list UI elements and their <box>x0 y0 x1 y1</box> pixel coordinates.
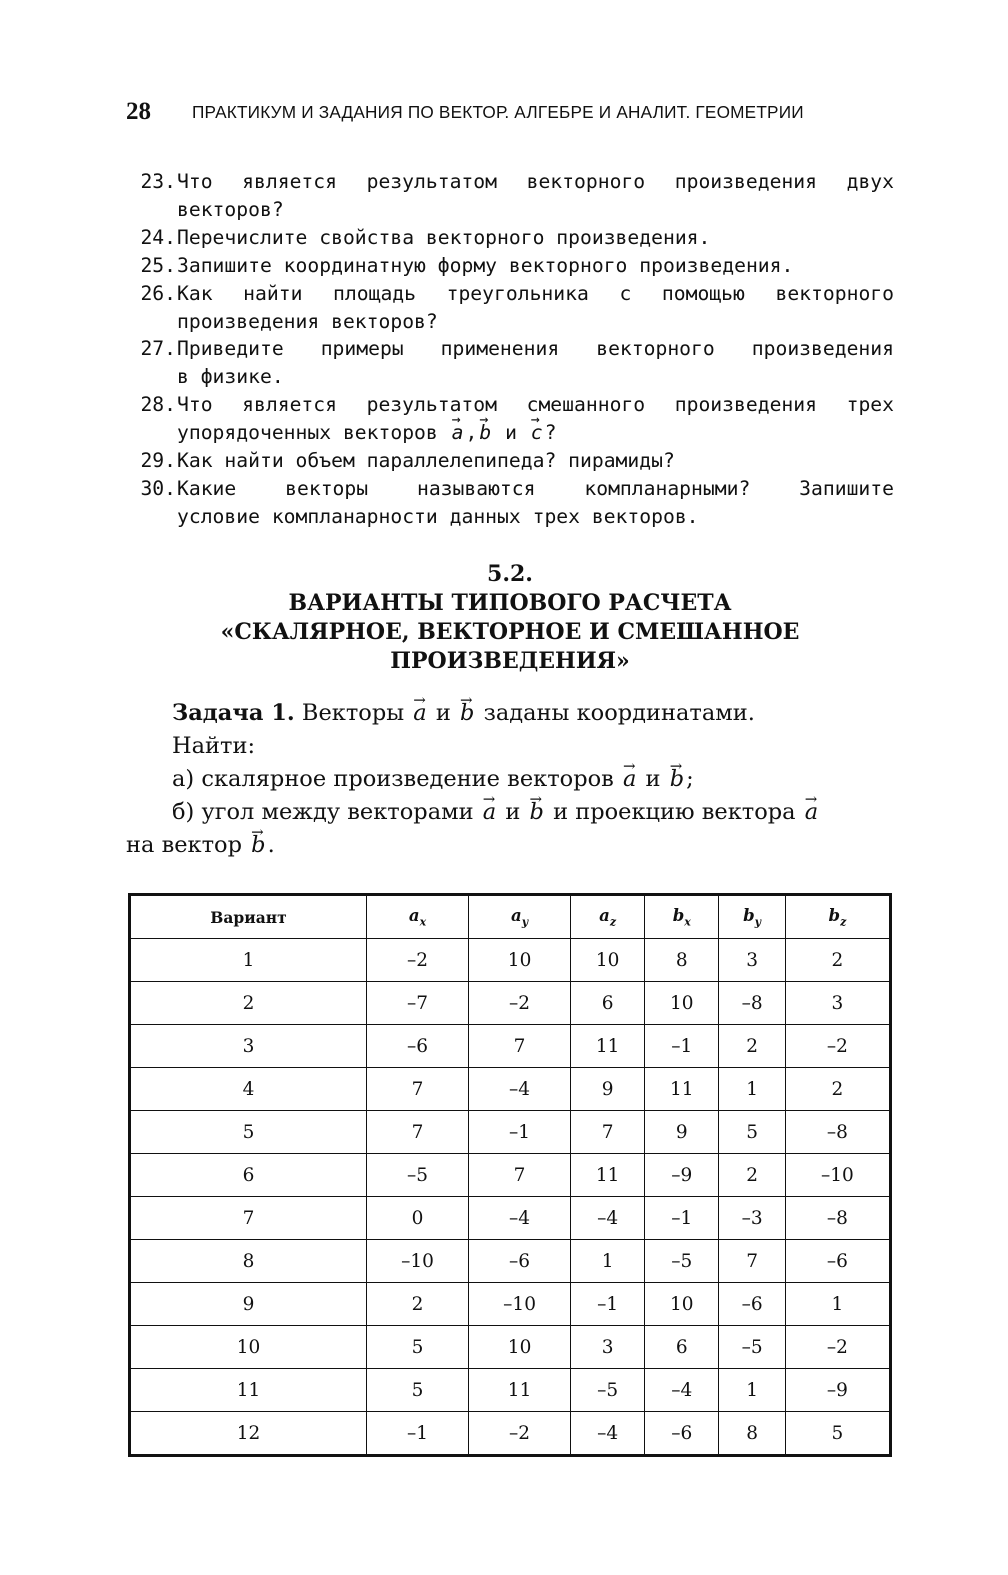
coordinate-cell: 1 <box>719 1369 786 1412</box>
question-item-continuation <box>126 503 894 531</box>
coordinate-cell: –8 <box>785 1111 890 1154</box>
question-item <box>126 252 894 280</box>
coordinate-cell: 5 <box>785 1412 890 1456</box>
coordinate-cell: –9 <box>785 1369 890 1412</box>
coordinate-cell: 5 <box>367 1326 469 1369</box>
table-row <box>130 1412 891 1456</box>
question-number: 30. <box>140 476 176 500</box>
question-text: Что является результатом векторного произведения двух <box>177 170 894 193</box>
coordinate-cell: –2 <box>469 1412 571 1456</box>
table-row <box>130 1197 891 1240</box>
task-item-a <box>126 763 894 796</box>
coordinate-cell: –4 <box>469 1068 571 1111</box>
section-number: 5.2. <box>487 561 533 587</box>
coordinate-cell: –2 <box>785 1025 890 1068</box>
coordinate-cell: 7 <box>469 1025 571 1068</box>
variant-number-cell: 10 <box>130 1326 367 1369</box>
question-text: Какие векторы называются компланарными? Запишите <box>177 476 894 500</box>
table-row <box>130 1068 891 1111</box>
coordinate-cell: 2 <box>719 1154 786 1197</box>
table-row <box>130 1240 891 1283</box>
coordinate-cell: 10 <box>469 1326 571 1369</box>
table-row <box>130 1369 891 1412</box>
task-item-a-end: ; <box>686 766 694 792</box>
question-text: условие компланарности данных трех векторов. <box>177 504 699 528</box>
question-number: 23. <box>140 170 176 193</box>
coordinate-cell: –4 <box>469 1197 571 1240</box>
coordinate-cell: 9 <box>571 1068 645 1111</box>
variant-number-cell: 11 <box>130 1369 367 1412</box>
question-item <box>126 335 894 363</box>
vector-b-symbol: → b <box>458 697 476 730</box>
vector-a-symbol: → a <box>481 796 498 829</box>
coordinate-cell: –6 <box>367 1025 469 1068</box>
coordinate-cell: 3 <box>719 939 786 982</box>
column-header-variant: Вариант <box>130 895 367 939</box>
variant-number-cell: 5 <box>130 1111 367 1154</box>
coordinate-cell: 10 <box>469 939 571 982</box>
coordinate-cell: 6 <box>645 1326 719 1369</box>
question-text: в физике. <box>177 365 284 389</box>
coordinate-cell: 7 <box>367 1111 469 1154</box>
task-item-b-mid: и проекцию вектора <box>553 799 796 825</box>
table-row <box>130 1111 891 1154</box>
question-item <box>126 447 894 475</box>
coordinate-cell: –5 <box>571 1369 645 1412</box>
running-title: ПРАКТИКУМ И ЗАДАНИЯ ПО ВЕКТОР. АЛГЕБРЕ И АНАЛИТ. ГЕОМЕТРИИ <box>192 102 804 122</box>
coordinate-cell: 1 <box>785 1283 890 1326</box>
coordinate-cell: –2 <box>469 982 571 1025</box>
coordinate-cell: 0 <box>367 1197 469 1240</box>
coordinate-cell: –6 <box>645 1412 719 1456</box>
conjunction: и <box>505 799 521 825</box>
variant-number-cell: 1 <box>130 939 367 982</box>
question-item <box>126 475 894 503</box>
section-title-line: «СКАЛЯРНОЕ, ВЕКТОРНОЕ И СМЕШАННОЕ <box>220 619 800 645</box>
task-find: Найти: <box>172 733 256 759</box>
vector-b-symbol: → b <box>249 829 267 862</box>
section-heading <box>126 560 894 676</box>
variant-number-cell: 7 <box>130 1197 367 1240</box>
table-row <box>130 982 891 1025</box>
coordinate-cell: –2 <box>367 939 469 982</box>
coordinate-cell: 2 <box>785 939 890 982</box>
coordinate-cell: –1 <box>571 1283 645 1326</box>
variant-number-cell: 12 <box>130 1412 367 1456</box>
column-header-ay: $a_y$ <box>469 895 571 939</box>
question-number: 28. <box>140 393 176 417</box>
question-text-with-vectors: упорядоченных векторов → a ,→ b и → c ? <box>177 419 894 447</box>
question-text: векторов? <box>177 197 284 221</box>
coordinate-cell: –4 <box>571 1197 645 1240</box>
task-item-b <box>126 796 894 829</box>
coordinate-cell: 10 <box>645 982 719 1025</box>
question-item <box>126 224 894 252</box>
coordinate-cell: 2 <box>719 1025 786 1068</box>
task-label: Задача 1. <box>172 700 295 726</box>
coordinate-cell: 7 <box>571 1111 645 1154</box>
vector-a-symbol: → a <box>621 763 638 796</box>
question-text: произведения векторов? <box>177 309 438 333</box>
question-number: 24. <box>140 225 176 249</box>
variants-table <box>128 893 892 1457</box>
coordinate-cell: 1 <box>719 1068 786 1111</box>
coordinate-cell: 10 <box>645 1283 719 1326</box>
table-row <box>130 1326 891 1369</box>
coordinate-cell: 3 <box>571 1326 645 1369</box>
coordinate-cell: –6 <box>785 1240 890 1283</box>
table-row <box>130 1154 891 1197</box>
column-header-az: $a_z$ <box>571 895 645 939</box>
task-item-b-continuation <box>126 829 894 862</box>
question-text: Как найти объем параллелепипеда? пирамиды? <box>177 449 675 473</box>
task-intro: Векторы <box>301 700 405 726</box>
coordinate-cell: –8 <box>719 982 786 1025</box>
coordinate-cell: 7 <box>469 1154 571 1197</box>
coordinate-cell: 11 <box>469 1369 571 1412</box>
question-number: 26. <box>140 281 176 305</box>
coordinate-cell: 8 <box>645 939 719 982</box>
coordinate-cell: –7 <box>367 982 469 1025</box>
question-item <box>126 391 894 419</box>
coordinate-cell: 2 <box>367 1283 469 1326</box>
task-item-b-end: . <box>267 832 275 858</box>
variant-number-cell: 4 <box>130 1068 367 1111</box>
variant-number-cell: 9 <box>130 1283 367 1326</box>
question-text: Приведите примеры применения векторного произведения <box>177 337 894 361</box>
coordinate-cell: –9 <box>645 1154 719 1197</box>
coordinate-cell: 5 <box>719 1111 786 1154</box>
variant-number-cell: 2 <box>130 982 367 1025</box>
section-title-line: ВАРИАНТЫ ТИПОВОГО РАСЧЕТА <box>288 590 732 616</box>
coordinate-cell: 10 <box>571 939 645 982</box>
coordinate-cell: 7 <box>719 1240 786 1283</box>
coordinate-cell: 11 <box>645 1068 719 1111</box>
page-number: 28 <box>126 98 151 125</box>
vector-a-symbol: → a <box>450 419 466 447</box>
variant-number-cell: 6 <box>130 1154 367 1197</box>
variant-number-cell: 8 <box>130 1240 367 1283</box>
question-item-continuation <box>126 308 894 336</box>
question-text: Что является результатом смешанного произведения трех <box>177 393 894 417</box>
column-header-bx: $b_x$ <box>645 895 719 939</box>
task-statement <box>126 697 894 862</box>
column-header-by: $b_y$ <box>719 895 786 939</box>
variant-number-cell: 3 <box>130 1025 367 1068</box>
conjunction: и <box>435 700 451 726</box>
coordinate-cell: –1 <box>367 1412 469 1456</box>
table-row <box>130 1025 891 1068</box>
review-questions-list <box>126 168 894 531</box>
coordinate-cell: –5 <box>645 1240 719 1283</box>
table-row <box>130 939 891 982</box>
coordinate-cell: 11 <box>571 1154 645 1197</box>
conjunction: и <box>505 421 517 445</box>
task-item-b-cont: на вектор <box>126 832 243 858</box>
question-text: Как найти площадь треугольника с помощью векторного <box>177 281 894 305</box>
vector-b-symbol: → b <box>528 796 546 829</box>
question-text: Запишите координатную форму векторного произведения. <box>177 253 794 277</box>
conjunction: и <box>645 766 661 792</box>
question-item-continuation <box>126 419 894 447</box>
coordinate-cell: –5 <box>719 1326 786 1369</box>
coordinate-cell: –2 <box>785 1326 890 1369</box>
question-item-continuation <box>126 196 894 224</box>
coordinate-cell: 7 <box>367 1068 469 1111</box>
coordinate-cell: –6 <box>719 1283 786 1326</box>
question-end: ? <box>544 421 557 445</box>
coordinate-cell: –5 <box>367 1154 469 1197</box>
vector-b-symbol: → b <box>477 419 493 447</box>
question-item-continuation <box>126 363 894 391</box>
section-title-line: ПРОИЗВЕДЕНИЯ» <box>390 648 630 674</box>
coordinate-cell: 9 <box>645 1111 719 1154</box>
coordinate-cell: 8 <box>719 1412 786 1456</box>
coordinate-cell: –1 <box>469 1111 571 1154</box>
coordinate-cell: 2 <box>785 1068 890 1111</box>
table-header-row <box>130 895 891 939</box>
vector-a-symbol: → a <box>803 796 820 829</box>
question-number: 25. <box>140 253 176 277</box>
vector-a-symbol: → a <box>411 697 428 730</box>
question-item <box>126 168 894 196</box>
coordinate-cell: –6 <box>469 1240 571 1283</box>
coordinate-cell: 6 <box>571 982 645 1025</box>
coordinate-cell: –10 <box>785 1154 890 1197</box>
coordinate-cell: 5 <box>367 1369 469 1412</box>
question-text: Перечислите свойства векторного произведения. <box>177 225 711 249</box>
coordinate-cell: 11 <box>571 1025 645 1068</box>
column-header-bz: $b_z$ <box>785 895 890 939</box>
vector-c-symbol: → c <box>529 419 545 447</box>
task-given: заданы координатами. <box>483 700 755 726</box>
coordinate-cell: 3 <box>785 982 890 1025</box>
table-row <box>130 1283 891 1326</box>
vector-b-symbol: → b <box>668 763 686 796</box>
task-intro-line <box>126 697 894 730</box>
question-number: 27. <box>140 337 176 361</box>
question-text: упорядоченных векторов <box>177 421 438 445</box>
column-header-ax: $a_x$ <box>367 895 469 939</box>
coordinate-cell: –1 <box>645 1197 719 1240</box>
coordinate-cell: –4 <box>645 1369 719 1412</box>
coordinate-cell: 1 <box>571 1240 645 1283</box>
coordinate-cell: –10 <box>367 1240 469 1283</box>
task-item-a-text: а) скалярное произведение векторов <box>172 766 614 792</box>
coordinate-cell: –8 <box>785 1197 890 1240</box>
page-header <box>126 98 894 132</box>
coordinate-cell: –3 <box>719 1197 786 1240</box>
question-number: 29. <box>140 449 176 473</box>
question-item <box>126 280 894 308</box>
coordinate-cell: –1 <box>645 1025 719 1068</box>
table-body <box>130 939 891 1456</box>
coordinate-cell: –10 <box>469 1283 571 1326</box>
task-item-b-text: б) угол между векторами <box>172 799 474 825</box>
coordinate-cell: –4 <box>571 1412 645 1456</box>
